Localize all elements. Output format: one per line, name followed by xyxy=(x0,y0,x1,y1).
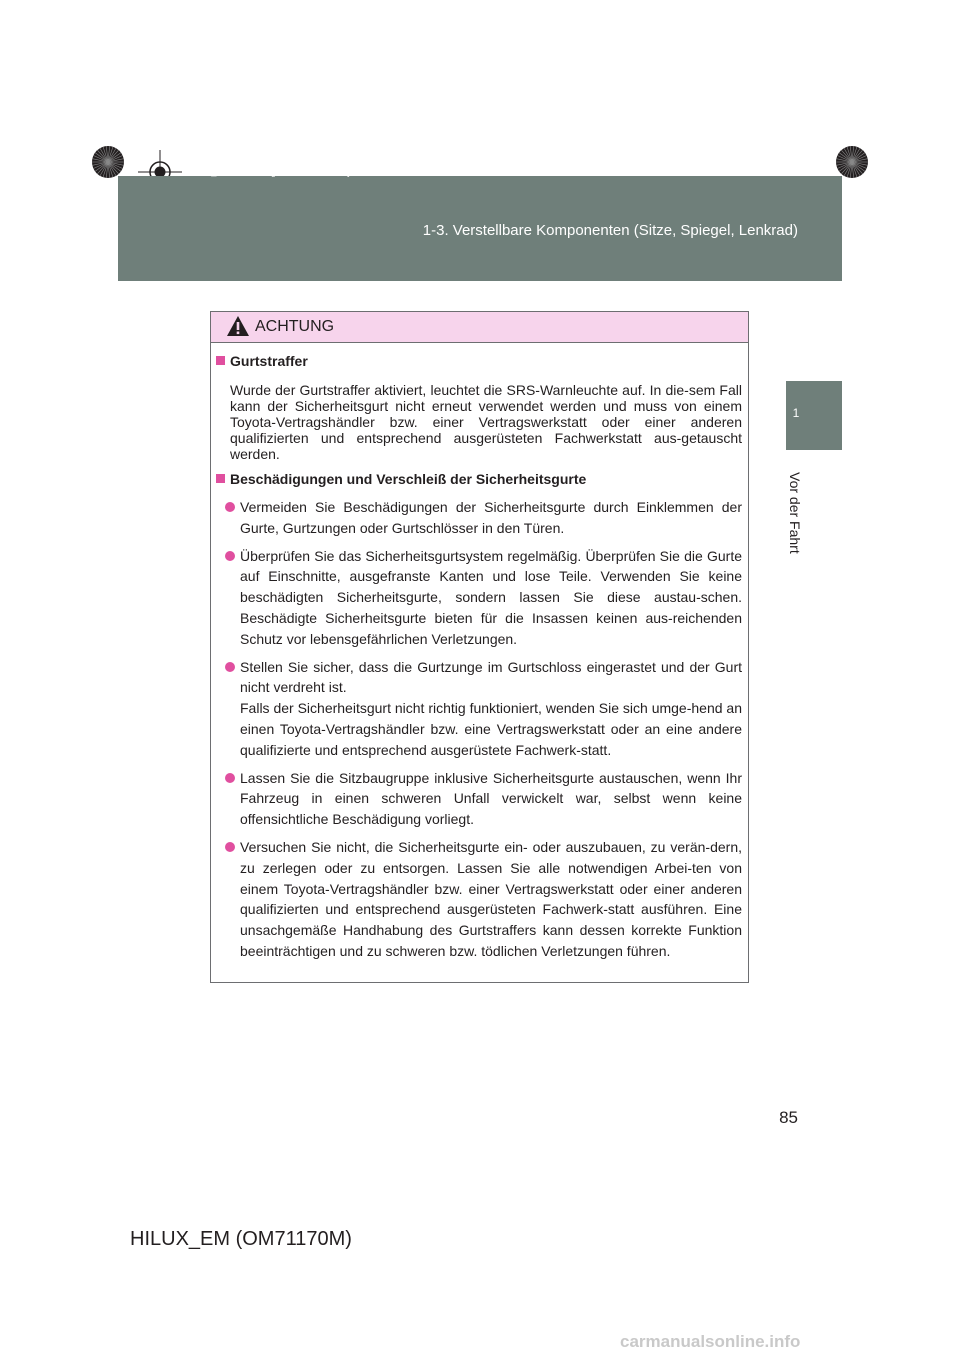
list-item-continuation: Falls der Sicherheitsgurt nicht richtig funktioniert, wenden Sie sich umge-hend an einen Toyota-Vertragshändler bzw. eine Vertragswerkstatt oder an eine andere qualifizierte und entsprechend ausgerüstete Fachwerk-statt. xyxy=(240,700,742,758)
list-item xyxy=(216,497,742,539)
list-item-text: Vermeiden Sie Beschädigungen der Sicherheitsgurte durch Einklemmen der Gurte, Gurtzungen oder Gurtschlösser in den Türen. xyxy=(240,499,742,536)
warning-content xyxy=(216,352,742,962)
list-item xyxy=(216,657,742,761)
list-item-text: Überprüfen Sie das Sicherheitsgurtsystem regelmäßig. Überprüfen Sie die Gurte auf Einschnitte, ausgefranste Kanten und lose Teile. Verwenden Sie keine beschädigten Sicherheitsgurte, sondern lassen Sie diese austau-schen. Beschädigte Sicherheitsgurte bieten für die Insassen keinen aus-reichenden Schutz vor lebensgefährlichen Verletzungen. xyxy=(240,547,742,647)
manual-code: HILUX_EM (OM71170M) xyxy=(130,1228,352,1250)
page-number: 85 xyxy=(779,1108,798,1127)
section-heading xyxy=(216,352,742,372)
round-bullet-icon xyxy=(225,842,235,852)
square-bullet-icon xyxy=(216,474,225,483)
round-bullet-icon xyxy=(225,502,235,512)
list-item xyxy=(216,768,742,830)
list-item-text: Stellen Sie sicher, dass die Gurtzunge im Gurtschloss eingerastet und der Gurt nicht verdreht ist. xyxy=(240,658,742,696)
watermark: carmanualsonline.info xyxy=(620,1332,801,1351)
section-title: 1-3. Verstellbare Komponenten (Sitze, Spiegel, Lenkrad) xyxy=(422,222,798,239)
chapter-number: 1 xyxy=(792,406,800,420)
section-heading-text: Gurtstraffer xyxy=(230,353,308,369)
list-item-text: Lassen Sie die Sitzbaugruppe inklusive Sicherheitsgurte austauschen, wenn Ihr Fahrzeug in einen schweren Unfall verwickelt war, selbst wenn keine offensichtliche Beschädigung vorliegt. xyxy=(240,769,742,828)
round-bullet-icon xyxy=(225,773,235,783)
section-heading xyxy=(216,470,742,490)
book-stamp: HILUX_EM.book Page 85 Wednesday, March 23, 2011 2:48 PM xyxy=(184,168,483,178)
warning-triangle-icon xyxy=(226,315,250,337)
chapter-label: Vor der Fahrt xyxy=(787,472,803,554)
list-item-text: Versuchen Sie nicht, die Sicherheitsgurte ein- oder auszubauen, zu verän-dern, zu zerlegen oder zu entsorgen. Lassen Sie alle notwendigen Arbei-ten von einem Toyota-Vertragshändler bzw. einer Vertragswerkstatt oder einer anderen qualifizierten und entsprechend ausgerüsteten Fachwerk-statt ausführen. Eine unsachgemäße Handhabung des Gurtstraffers kann dessen korrekte Funktion beeinträchtigen und zu schweren bzw. tödlichen Verletzungen führen. xyxy=(240,838,742,959)
round-bullet-icon xyxy=(225,551,235,561)
warning-title: ACHTUNG xyxy=(255,318,335,335)
list-item xyxy=(216,837,742,962)
round-bullet-icon xyxy=(225,662,235,672)
square-bullet-icon xyxy=(216,356,225,365)
section-paragraph: Wurde der Gurtstraffer aktiviert, leuchtet die SRS-Warnleuchte auf. In die-sem Fall kann der Sicherheitsgurt nicht erneut verwendet werden und muss von einem Toyota-Vertragshändler bzw. einer Vertragswerkstatt oder einer anderen qualifizierten und entsprechend ausgerüsteten Fachwerkstatt aus-getauscht werden. xyxy=(230,381,742,462)
list-item xyxy=(216,546,742,650)
section-heading-text: Beschädigungen und Verschleiß der Sicherheitsgurte xyxy=(230,470,587,487)
